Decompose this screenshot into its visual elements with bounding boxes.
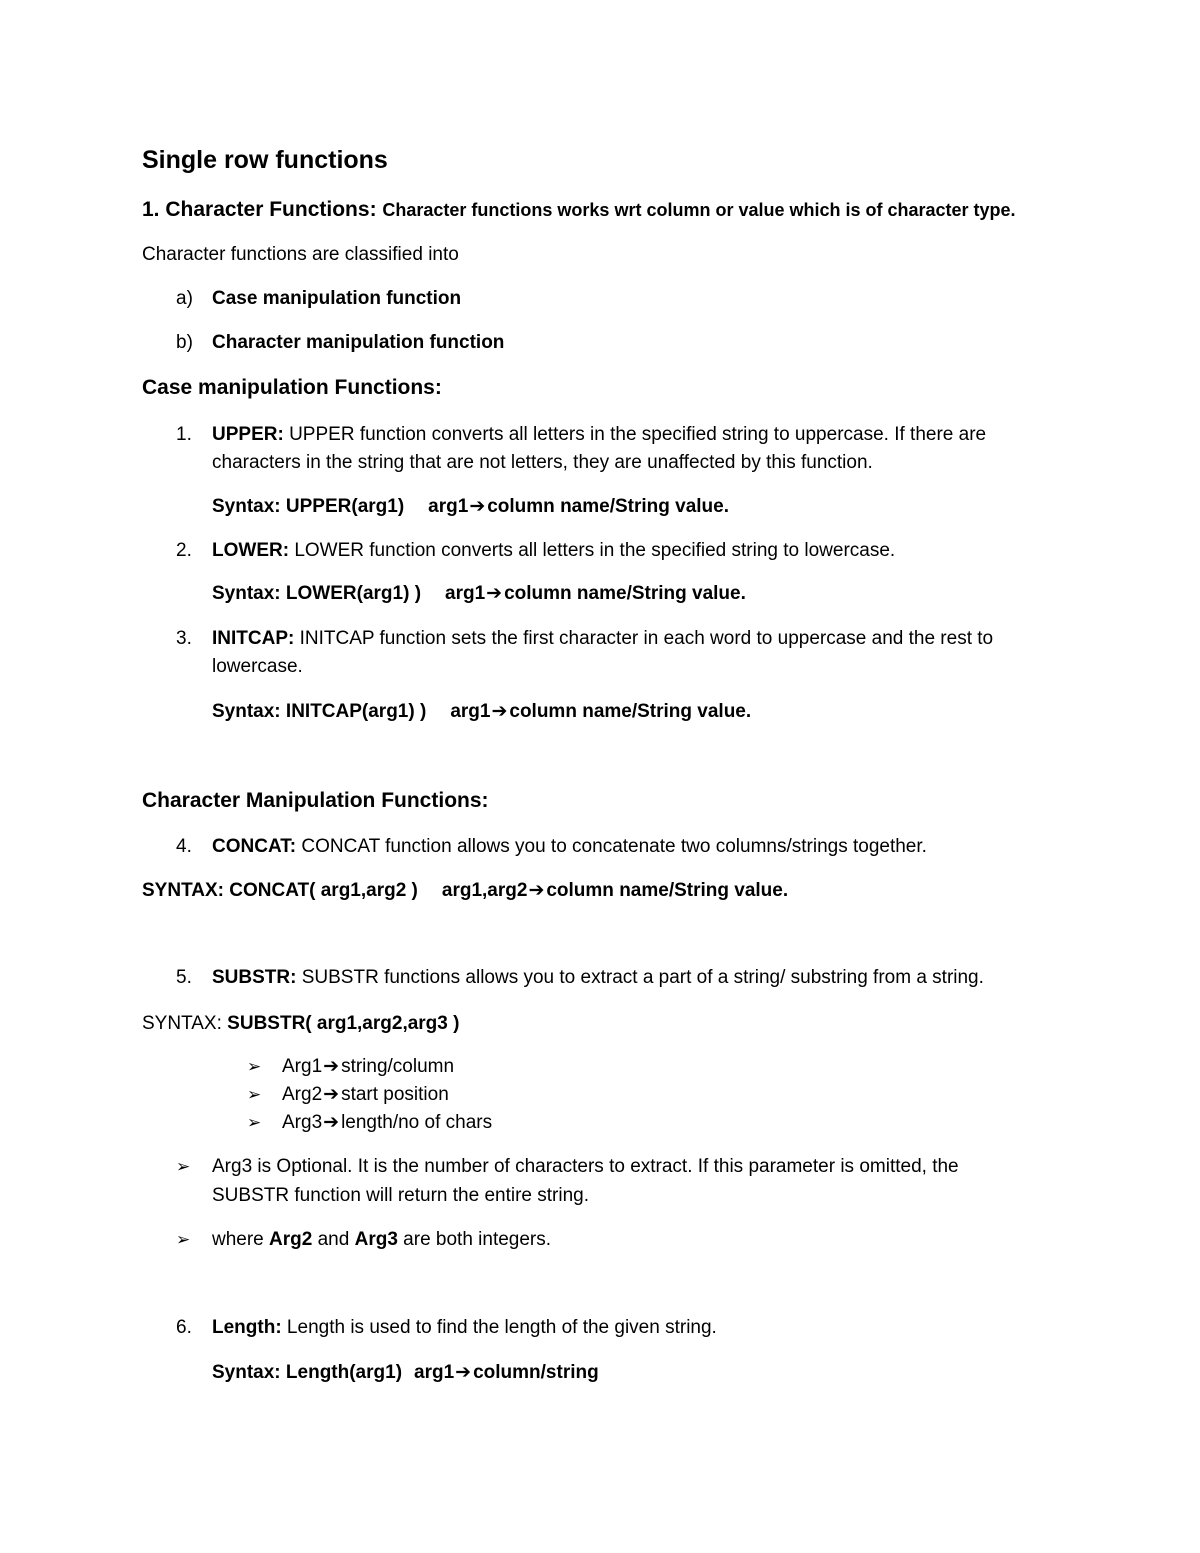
section-description: Character functions works wrt column or value which is of character type. (382, 200, 1016, 220)
initcap-description-cont: lowercase. (212, 656, 303, 677)
case-manipulation-heading: Case manipulation Functions: (142, 376, 442, 399)
arrowhead-bullet-icon: ➢ (247, 1113, 262, 1132)
arg-item: Arg3➔ length/no of chars (282, 1112, 493, 1133)
upper-description: UPPER: UPPER function converts all letters in the specified string to uppercase. If there are (212, 424, 987, 445)
length-syntax: Syntax: Length(arg1) arg1➔ column/string (212, 1362, 599, 1383)
arrowhead-bullet-icon: ➢ (247, 1057, 262, 1076)
arg-item: Arg1➔ string/column (282, 1056, 455, 1077)
function-name: UPPER: (212, 424, 284, 445)
item-number: 3. (176, 628, 192, 649)
classified-text: Character functions are classified into (142, 244, 459, 265)
item-number: 6. (176, 1317, 192, 1338)
character-manipulation-heading: Character Manipulation Functions: (142, 789, 489, 812)
function-name: CONCAT: (212, 836, 297, 857)
function-name: LOWER: (212, 540, 290, 561)
substr-description: SUBSTR: SUBSTR functions allows you to extract a part of a string/ substring from a string. (212, 967, 984, 988)
item-number: 2. (176, 540, 192, 561)
item-number: 5. (176, 967, 192, 988)
lower-syntax: Syntax: LOWER(arg1) ) arg1➔ column name/String value. (212, 583, 746, 604)
item-number: 4. (176, 836, 192, 857)
type-case-manipulation: Case manipulation function (212, 288, 462, 309)
upper-syntax: Syntax: UPPER(arg1) arg1➔ column name/String value. (212, 496, 730, 517)
concat-syntax: SYNTAX: CONCAT( arg1,arg2 ) arg1,arg2➔ column name/String value. (142, 880, 789, 901)
section-character-functions: 1. Character Functions: Character functions works wrt column or value which is of character type. (142, 198, 1016, 221)
arrow-icon: ➔ (323, 1112, 340, 1133)
initcap-description: INITCAP: INITCAP function sets the first character in each word to uppercase and the rest to (212, 628, 994, 649)
arrow-icon: ➔ (323, 1056, 340, 1077)
arrow-icon: ➔ (469, 496, 486, 517)
integers-note: where Arg2 and Arg3 are both integers. (212, 1229, 552, 1250)
type-marker-a: a) (176, 288, 193, 309)
function-name: INITCAP: (212, 628, 295, 649)
arg-item: Arg2➔ start position (282, 1084, 449, 1105)
optional-note-cont: SUBSTR function will return the entire string. (212, 1185, 589, 1206)
arrow-icon: ➔ (491, 701, 508, 722)
function-name: SUBSTR: (212, 967, 297, 988)
page-title: Single row functions (142, 146, 388, 174)
arrowhead-bullet-icon: ➢ (176, 1157, 191, 1176)
substr-syntax: SYNTAX: SUBSTR( arg1,arg2,arg3 ) (142, 1013, 460, 1034)
lower-description: LOWER: LOWER function converts all letters in the specified string to lowercase. (212, 540, 896, 561)
concat-description: CONCAT: CONCAT function allows you to concatenate two columns/strings together. (212, 836, 927, 857)
arrow-icon: ➔ (528, 880, 545, 901)
initcap-syntax: Syntax: INITCAP(arg1) ) arg1➔ column name/String value. (212, 701, 752, 722)
length-description: Length: Length is used to find the length of the given string. (212, 1317, 717, 1338)
upper-description-cont: characters in the string that are not letters, they are unaffected by this function. (212, 452, 873, 473)
function-name: Length: (212, 1317, 282, 1338)
arrow-icon: ➔ (486, 583, 503, 604)
optional-note: Arg3 is Optional. It is the number of characters to extract. If this parameter is omitted, the (212, 1156, 959, 1177)
type-marker-b: b) (176, 332, 193, 353)
arrow-icon: ➔ (455, 1362, 472, 1383)
item-number: 1. (176, 424, 192, 445)
arrowhead-bullet-icon: ➢ (247, 1085, 262, 1104)
arrowhead-bullet-icon: ➢ (176, 1230, 191, 1249)
type-character-manipulation: Character manipulation function (212, 332, 505, 353)
section-heading: 1. Character Functions (142, 198, 370, 221)
arrow-icon: ➔ (323, 1084, 340, 1105)
